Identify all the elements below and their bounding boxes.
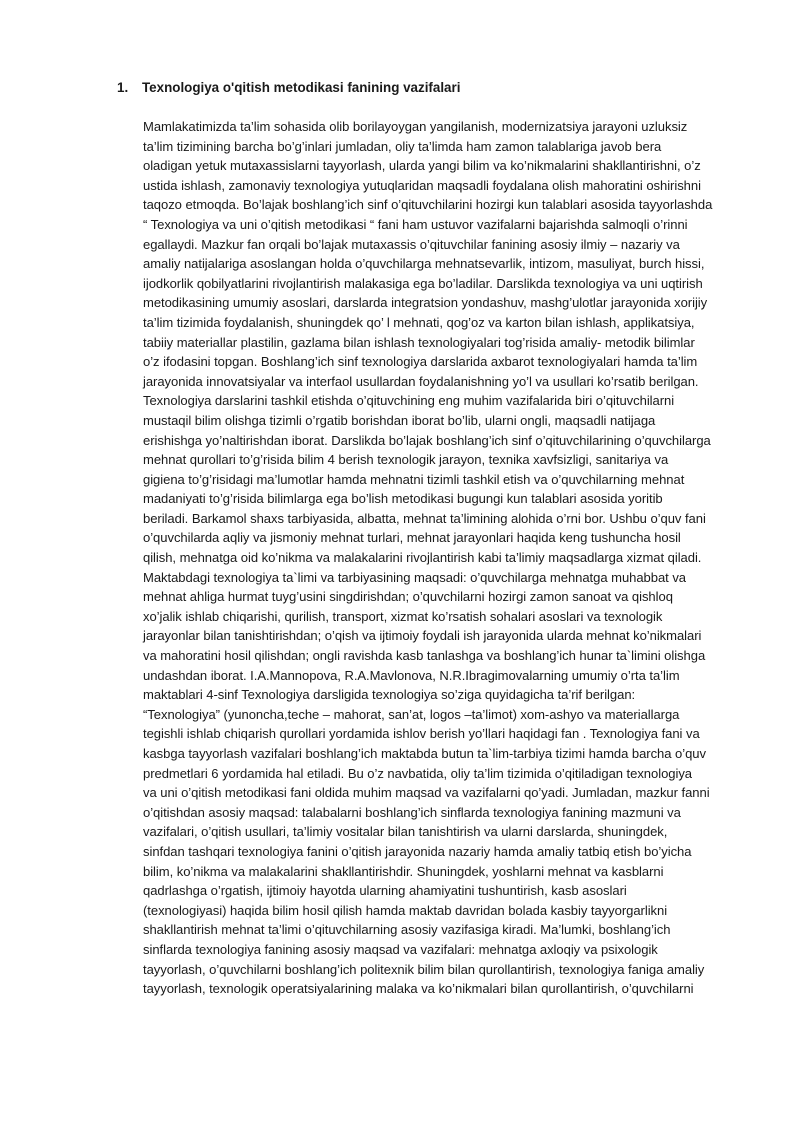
text-line: ijodkorlik qobilyatlarini rivojlantirish malakasiga ega bo’ladilar. Darslikda texnologiya va uni uqtirish xyxy=(143,275,703,291)
text-line: metodikasining umumiy asoslari, darslarda integratsion yondashuv, mashg’ulotlar jarayonida xorijiy xyxy=(143,295,708,311)
text-line: jarayonlar bilan tanishtirishdan; o’qish va ijtimoiy foydali ish jarayonida ularda mehnat ko’nikmalari xyxy=(143,628,702,644)
text-line: (texnologiyasi) haqida bilim hosil qilish hamda maktab davridan bolada kasbiy tayyorgarlikni xyxy=(143,902,668,918)
text-line: Texnologiya darslarini tashkil etishda o’qituvchining eng muhim vazifalarida biri o’qituvchilarni xyxy=(143,393,675,409)
text-line: qilish, mehnatga oid ko’nikma va malakalarini rivojlantirish kabi ta’limiy maqsadlarga xizmat qiladi. xyxy=(143,550,702,566)
text-line: sinflarda texnologiya fanining asosiy maqsad va vazifalari: mehnatga axloqiy va psixologik xyxy=(143,941,658,957)
text-line: egallaydi. Mazkur fan orqali bo’lajak mutaxassis o’qituvchilar fanining asosiy ilmiy – nazariy va xyxy=(143,236,680,252)
text-line: mustaqil bilim olishga tizimli o’rgatib borishdan iborat bo’lib, ularni ongli, maqsadli natijaga xyxy=(143,412,656,428)
text-line: vazifalari, o’qitish usullari, ta’limiy vositalar bilan tanishtirish va ularni darslarda, shuningdek, xyxy=(143,824,668,840)
text-line: gigiena to’g’risidagi ma’lumotlar hamda mehnatni tizimli tashkil etish va o’quvchilarning mehnat xyxy=(143,471,685,487)
text-line: tayyorlash, o’quvchilarni boshlang’ich politexnik bilim bilan qurollantirish, texnologiya faniga amaliy xyxy=(143,961,705,977)
text-line: tayyorlash, texnologik operatsiyalarining malaka va ko’nikmalari bilan qurollantirish, o’quvchilarni xyxy=(143,981,694,997)
text-line: Maktabdagi texnologiya ta`limi va tarbiyasining maqsadi: o’quvchilarga mehnatga muhabbat va xyxy=(143,569,687,585)
text-line: beriladi. Barkamol shaxs tarbiyasida, albatta, mehnat ta’limining alohida o’rni bor. Ushbu o’quv fani xyxy=(143,510,706,526)
text-line: ta’lim tizimining barcha bo’g’inlari jumladan, oliy ta’limda ham zamon talablariga javob bera xyxy=(143,138,662,154)
text-line: xo’jalik ishlab chiqarishi, qurilish, transport, xizmat ko’rsatish sohalari asoslari va texnologik xyxy=(143,608,663,624)
text-line: qadrlashga o’rgatish, ijtimoiy hayotda ularning ahamiyatini tushuntirish, kasb asoslari xyxy=(143,883,627,899)
text-line: jarayonida innovatsiyalar va interfaol usullardan foydalanishning yo’l va usullari ko’rsatib berilgan. xyxy=(143,373,699,389)
text-line: kasbga tayyorlash vazifalari boshlang’ich maktabda butun ta`lim-tarbiya tizimi hamda barcha o’quv xyxy=(143,746,706,761)
section-heading xyxy=(117,78,460,98)
heading-number: 1. xyxy=(117,80,129,95)
text-line: predmetlari 6 yordamida hal etiladi. Bu o’z navbatida, oliy ta’lim tizimida o’qitiladigan texnologiya xyxy=(143,765,693,781)
text-line: o’quvchilarda aqliy va jismoniy mehnat turlari, mehnat jarayonlari haqida keng tushuncha hosil xyxy=(143,530,681,546)
text-line: ta’lim tizimida foydalanish, shuningdek qo’ l mehnati, qog’oz va karton bilan ishlash, applikatsiya, xyxy=(143,314,695,330)
text-line: oladigan yetuk mutaxassislarni tayyorlash, ularda yangi bilim va ko’nikmalarini shakllantirishni, o’z xyxy=(143,158,701,174)
text-line: madaniyati to’g’risida bilimlarga ega bo’lish metodikasi bugungi kun talablari asosida yoritib xyxy=(143,491,663,507)
text-line: amaliy natijalariga asoslangan holda o’quvchilarga mehnatsevarlik, intizom, masuliyat, burch hissi, xyxy=(143,256,705,272)
text-line: Mamlakatimizda ta’lim sohasida olib borilayoygan yangilanish, modernizatsiya jarayoni uzluksiz xyxy=(143,119,688,134)
text-line: tabiiy materiallar plastilin, gazlama bilan ishlash texnologiyalari tog’risida amaliy- metodik bilimlar xyxy=(143,334,695,350)
text-line: o’qitishdan asosiy maqsad: talabalarni boshlang’ich sinflarda texnologiya fanining mazmuni va xyxy=(143,804,681,820)
text-line: sinfdan tashqari texnologiya fanini o’qitish jarayonida nazariy hamda amaliy tatbiq etish bo’yicha xyxy=(143,843,692,859)
text-line: bilim, ko’nikma va malakalarini shakllantirishdir. Shuningdek, yoshlarni mehnat va kasblarni xyxy=(143,863,664,879)
text-line: erishishga yo’naltirishdan iborat. Darslikda bo’lajak boshlang’ich sinf o’qituvchilarining o’quvchilarga xyxy=(143,432,711,448)
text-line: va mahoratini hosil qilishdan; ongli ravishda kasb tanlashga va boshlang’ich hunar ta`limini olishga xyxy=(143,648,706,664)
text-line: tegishli ishlab chiqarish qurollari yordamida ishlov berish yo’llari haqidagi fan . Texnologiya fani va xyxy=(143,726,700,742)
text-line: undashdan iborat. I.A.Mannopova, R.A.Mavlonova, N.R.Ibragimovalarning umumiy o’rta ta’lim xyxy=(143,667,680,683)
text-line: maktablari 4-sinf Texnologiya darsligida texnologiya so’ziga quyidagicha ta’rif berilgan: xyxy=(143,687,636,703)
text-line: “Texnologiya” (yunoncha,teche – mahorat, san’at, logos –ta’limot) xom-ashyo va materiallarga xyxy=(143,706,680,722)
text-line: o’z ifodasini topgan. Boshlang’ich sinf texnologiya darslarida axbarot texnologiyalari hamda ta’lim xyxy=(143,354,698,370)
text-line: taqozo etmoqda. Bo’lajak boshlang’ich sinf o’qituvchilarini hozirgi kun talablari asosida tayyorlashda xyxy=(143,197,713,213)
body-paragraph xyxy=(143,117,753,999)
heading-title: Texnologiya o'qitish metodikasi fanining vazifalari xyxy=(142,80,461,95)
text-line: shakllantirish mehnat ta’limi o’qituvchilarning asosiy vazifasiga kiradi. Ma’lumki, boshlang’ich xyxy=(143,922,671,938)
text-line: mehnat qurollari to’g’risida bilim 4 berish texnologik jarayon, texnika xavfsizligi, sanitariya va xyxy=(143,452,669,468)
text-line: mehnat ahliga hurmat tuyg’usini singdirishdan; o’quvchilarni hozirgi zamon sanoat va qishloq xyxy=(143,589,673,605)
text-line: ustida ishlash, zamonaviy texnologiya yutuqlaridan maqsadli foydalana olish mahoratini oshirishni xyxy=(143,177,701,193)
text-line: va uni o’qitish metodikasi fani oldida muhim maqsad va vazifalarni qo’yadi. Jumladan, mazkur fanni xyxy=(143,785,710,801)
text-line: “ Texnologiya va uni o’qitish metodikasi “ fani ham ustuvor vazifalarni bajarishda salmoqli o’rinni xyxy=(143,216,688,232)
